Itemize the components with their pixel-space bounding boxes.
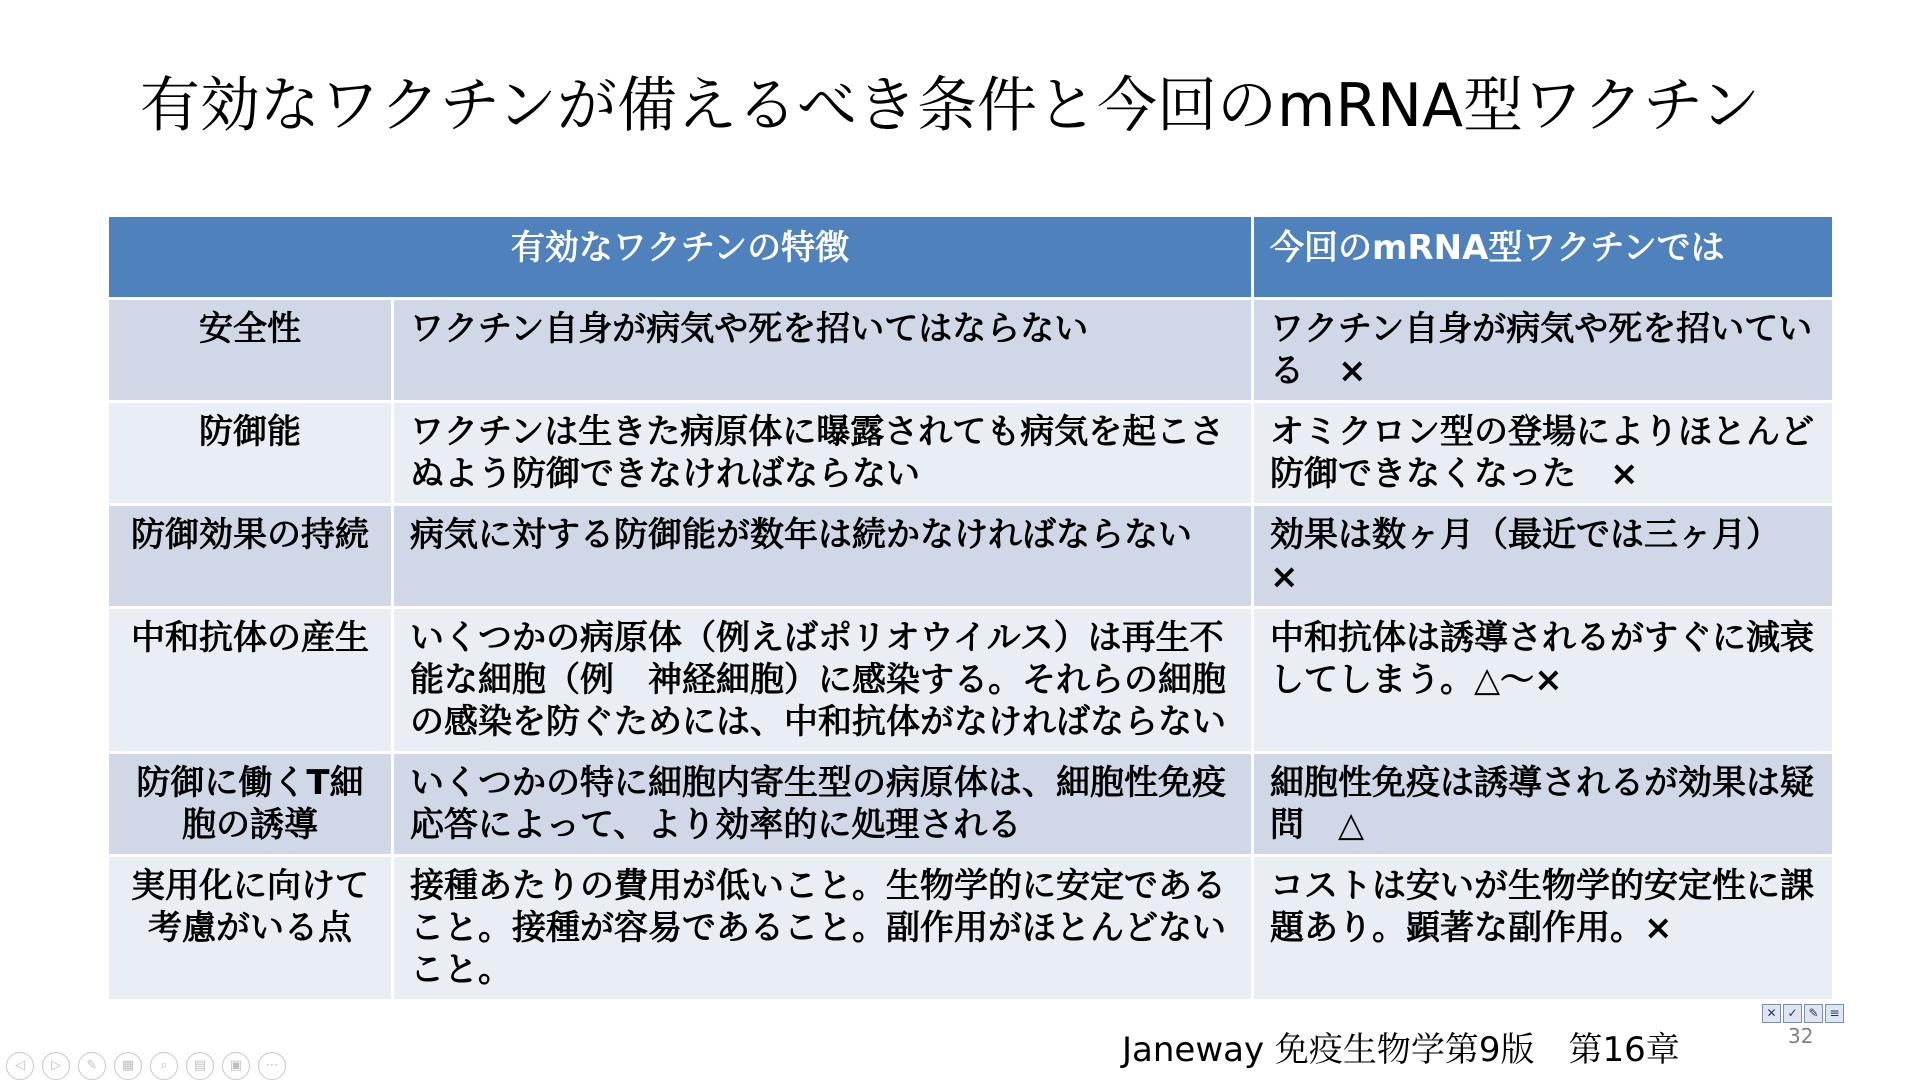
prev-slide-icon[interactable]: ◁ (6, 1052, 34, 1080)
table-row (108, 753, 1834, 856)
next-slide-icon[interactable]: ▷ (42, 1052, 70, 1080)
vaccine-comparison-table (106, 214, 1835, 1002)
table-row (108, 299, 1834, 402)
video-icon[interactable]: ▣ (222, 1052, 250, 1080)
row-label: 中和抗体の産生 (108, 608, 393, 753)
feature-cell: いくつかの病原体（例えばポリオウイルス）は再生不能な細胞（例 神経細胞）に感染する。それらの細胞の感染を防ぐためには、中和抗体がなければならない (393, 608, 1253, 753)
row-label: 実用化に向けて考慮がいる点 (108, 856, 393, 1001)
feature-cell: いくつかの特に細胞内寄生型の病原体は、細胞性免疫応答によって、より効率的に処理される (393, 753, 1253, 856)
feature-cell: 接種あたりの費用が低いこと。生物学的に安定であること。接種が容易であること。副作用がほとんどないこと。 (393, 856, 1253, 1001)
check-box-icon[interactable]: ✓ (1783, 1004, 1802, 1023)
zoom-icon[interactable]: ⌕ (150, 1052, 178, 1080)
table-row (108, 608, 1834, 753)
slides-grid-icon[interactable]: ▦ (114, 1052, 142, 1080)
mrna-cell: 中和抗体は誘導されるがすぐに減衰してしまう。△～× (1253, 608, 1834, 753)
mrna-cell: ワクチン自身が病気や死を招いている × (1253, 299, 1834, 402)
slideshow-nav-bar (6, 1052, 286, 1080)
header-effective-vaccine-features: 有効なワクチンの特徴 (108, 216, 1253, 299)
row-label: 防御能 (108, 402, 393, 505)
edit-icon[interactable]: ✎ (1804, 1004, 1823, 1023)
mrna-cell: オミクロン型の登場によりほとんど防御できなくなった × (1253, 402, 1834, 505)
feature-cell: 病気に対する防御能が数年は続かなければならない (393, 505, 1253, 608)
table-row (108, 856, 1834, 1001)
subtitles-icon[interactable]: ▤ (186, 1052, 214, 1080)
row-label: 安全性 (108, 299, 393, 402)
header-mrna-vaccine: 今回のmRNA型ワクチンでは (1253, 216, 1834, 299)
feature-cell: ワクチン自身が病気や死を招いてはならない (393, 299, 1253, 402)
list-icon[interactable]: ≡ (1825, 1004, 1844, 1023)
mini-toolbar (1762, 1004, 1844, 1023)
more-options-icon[interactable]: ⋯ (258, 1052, 286, 1080)
mrna-cell: 細胞性免疫は誘導されるが効果は疑問 △ (1253, 753, 1834, 856)
feature-cell: ワクチンは生きた病原体に曝露されても病気を起こさぬよう防御できなければならない (393, 402, 1253, 505)
mrna-cell: 効果は数ヶ月（最近では三ヶ月） × (1253, 505, 1834, 608)
table-header-row (108, 216, 1834, 299)
row-label: 防御効果の持続 (108, 505, 393, 608)
pen-icon[interactable]: ✎ (78, 1052, 106, 1080)
row-label: 防御に働くT細胞の誘導 (108, 753, 393, 856)
table-row (108, 402, 1834, 505)
slide-title: 有効なワクチンが備えるべき条件と今回のmRNA型ワクチン (140, 71, 1761, 141)
table-row (108, 505, 1834, 608)
mrna-cell: コストは安いが生物学的安定性に課題あり。顕著な副作用。× (1253, 856, 1834, 1001)
page-number: 32 (1788, 1024, 1814, 1048)
close-box-icon[interactable]: ✕ (1762, 1004, 1781, 1023)
source-citation: Janeway 免疫生物学第9版 第16章 (1122, 1030, 1680, 1070)
